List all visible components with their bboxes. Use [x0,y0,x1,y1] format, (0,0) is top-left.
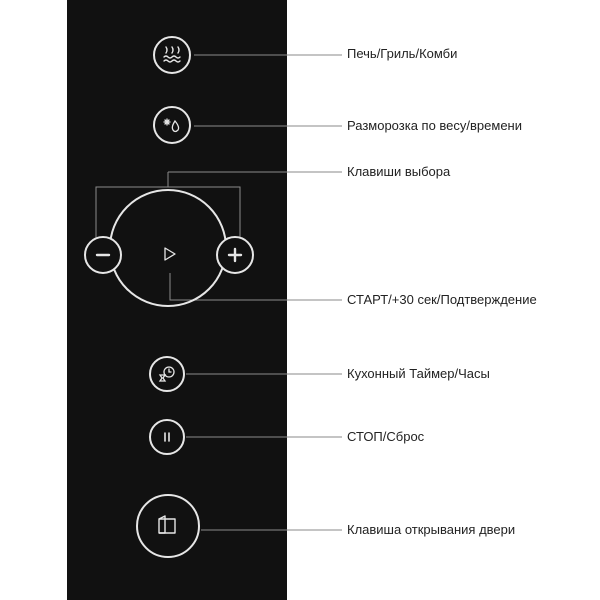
play-icon [160,243,180,265]
label-oven-grill-combi: Печь/Гриль/Комби [347,46,458,61]
minus-button[interactable] [84,236,122,274]
label-selection-keys: Клавиши выбора [347,164,451,179]
label-kitchen-timer: Кухонный Таймер/Часы [347,366,490,381]
defrost-button[interactable] [153,106,191,144]
timer-clock-icon [156,363,178,385]
snowflake-drop-icon [161,114,183,136]
label-defrost: Разморозка по весу/времени [347,118,522,133]
label-start: СТАРТ/+30 сек/Подтверждение [347,292,537,307]
kitchen-timer-clock-button[interactable] [149,356,185,392]
label-door-open: Клавиша открывания двери [347,522,516,537]
stop-reset-button[interactable] [149,419,185,455]
door-icon [154,512,182,540]
start-button[interactable] [160,243,180,265]
label-stop-reset: СТОП/Сброс [347,429,425,444]
minus-icon [93,245,113,265]
door-open-button[interactable] [136,494,200,558]
pause-icon [157,427,177,447]
oven-grill-combi-button[interactable] [153,36,191,74]
plus-button[interactable] [216,236,254,274]
waves-icon [161,44,183,66]
plus-icon [225,245,245,265]
